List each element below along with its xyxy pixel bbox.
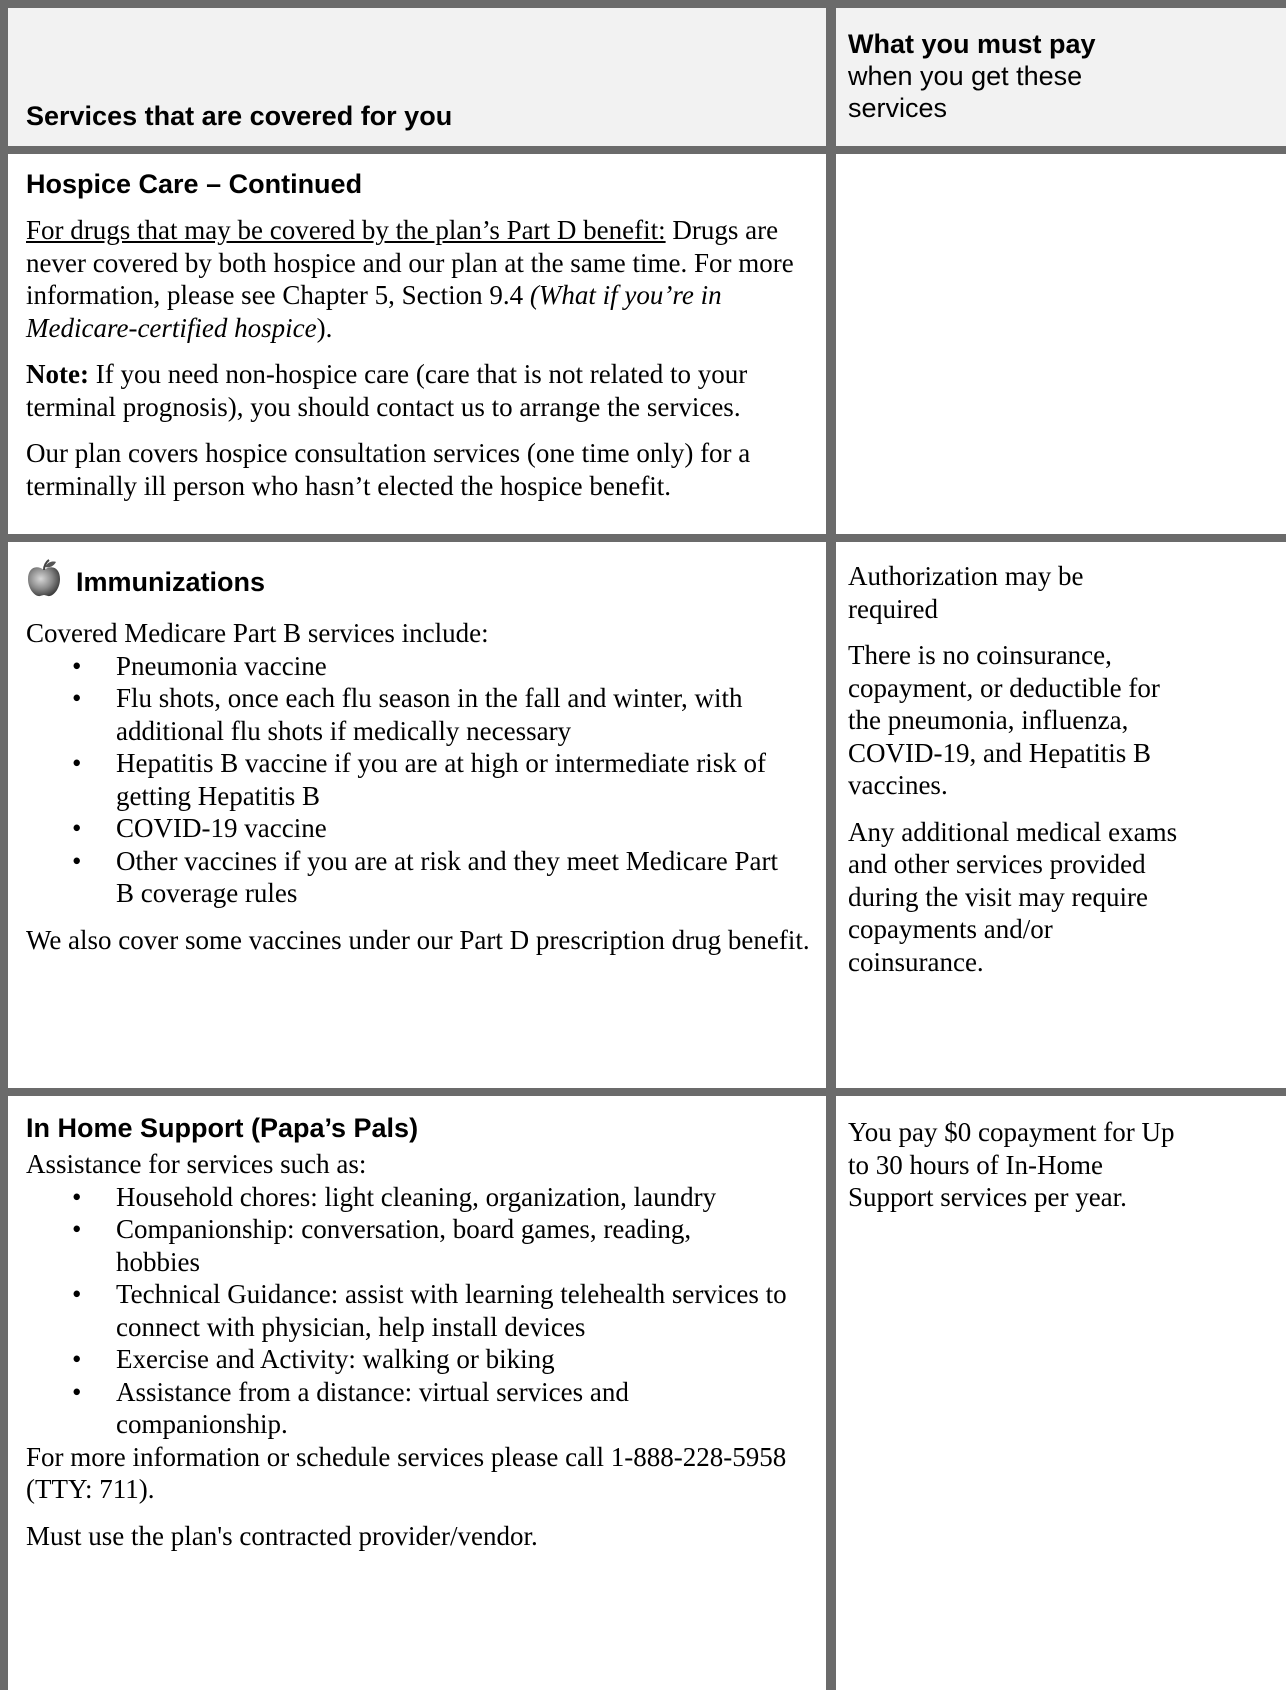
row-divider-immunizations <box>0 1088 1286 1096</box>
hospice-paragraph-note <box>26 358 822 423</box>
list-item: • Hepatitis B vaccine if you are at high or intermediate risk of getting Hepatitis B <box>72 748 767 811</box>
bullet: • <box>72 1376 82 1407</box>
list-item: • Flu shots, once each flu season in the fall and winter, with additional flu shots if medically necessary <box>72 683 743 746</box>
list-item: • COVID-19 vaccine <box>72 813 327 843</box>
in-home-pay-text: You pay $0 copayment for Up to 30 hours of In-Home Support services per year. <box>848 1117 1175 1212</box>
bullet: • <box>72 1344 82 1374</box>
list-item: • Technical Guidance: assist with learning telehealth services to connect with physician, help install devices <box>72 1279 787 1342</box>
in-home-intro: Assistance for services such as: <box>26 1149 367 1179</box>
header-pay-cell <box>848 28 1278 138</box>
header-services-label: Services that are covered for you <box>26 101 453 131</box>
immunizations-pay-cell <box>848 560 1178 992</box>
list-item: • Assistance from a distance: virtual services and companionship. <box>72 1376 629 1439</box>
bullet: • <box>72 813 82 843</box>
header-pay-bold: What you must pay <box>848 29 1096 59</box>
apple-icon <box>26 558 62 605</box>
bullet: • <box>72 845 82 876</box>
column-divider <box>826 8 836 1690</box>
list-item: • Pneumonia vaccine <box>72 650 327 681</box>
bullet: • <box>72 1214 82 1244</box>
hospice-note-bold: Note: <box>26 359 89 389</box>
immunizations-title-row <box>26 558 826 605</box>
in-home-services-cell <box>26 1112 826 1566</box>
list-item: • Companionship: conversation, board games, reading, hobbies <box>72 1214 692 1277</box>
bullet: • <box>72 683 82 713</box>
hospice-drugs-text: Drugs are never covered by both hospice and our plan at the same time. For more information, please see Chapter 5, Section 9.4 <box>26 215 794 310</box>
immunizations-services-cell <box>26 558 826 970</box>
immunizations-list <box>26 650 796 910</box>
bullet: • <box>72 1181 82 1212</box>
bullet: • <box>72 650 82 681</box>
in-home-title: In Home Support (Papa’s Pals) <box>26 1113 419 1143</box>
hospice-title: Hospice Care – Continued <box>26 169 363 199</box>
immunizations-pay-nocost: There is no coinsurance, copayment, or deductible for the pneumonia, influenza, COVID-19, and Hepatitis B vaccines. <box>848 640 1160 800</box>
list-item: • Exercise and Activity: walking or biking <box>72 1344 555 1374</box>
bullet: • <box>72 1279 82 1309</box>
immunizations-outro: We also cover some vaccines under our Part D prescription drug benefit. <box>26 924 810 955</box>
header-services-cell <box>26 8 816 146</box>
in-home-pay-cell <box>848 1116 1188 1228</box>
list-item: • Other vaccines if you are at risk and they meet Medicare Part B coverage rules <box>72 845 778 908</box>
bullet: • <box>72 748 82 778</box>
list-item: • Household chores: light cleaning, organization, laundry <box>72 1181 717 1212</box>
header-pay-rest: when you get these services <box>848 61 1083 123</box>
hospice-note-text: If you need non-hospice care (care that is not related to your terminal prognosis), you should contact us to arrange the services. <box>26 359 748 422</box>
hospice-paragraph-consult: Our plan covers hospice consultation services (one time only) for a terminally ill person who hasn’t elected the hospice benefit. <box>26 438 751 501</box>
immunizations-title: Immunizations <box>76 566 266 597</box>
hospice-drugs-underlined: For drugs that may be covered by the plan’s Part D benefit: <box>26 215 666 245</box>
immunizations-intro: Covered Medicare Part B services include: <box>26 618 489 648</box>
table-left-border <box>0 0 8 1690</box>
table-top-border <box>0 0 1286 8</box>
hospice-drugs-italic: (What if you’re in Medicare-certified hospice <box>26 280 722 343</box>
immunizations-pay-auth: Authorization may be required <box>848 561 1084 624</box>
header-divider <box>0 146 1286 154</box>
in-home-call: For more information or schedule services please call 1-888-228-5958 (TTY: 711). <box>26 1441 787 1504</box>
row-divider-hospice <box>0 534 1286 542</box>
in-home-list <box>26 1181 796 1441</box>
hospice-services-cell <box>26 168 826 516</box>
immunizations-pay-additional: Any additional medical exams and other services provided during the visit may require copayments and/or coinsurance. <box>848 816 1178 977</box>
hospice-paragraph-drugs <box>26 214 822 344</box>
hospice-drugs-end: ). <box>316 312 333 343</box>
in-home-vendor: Must use the plan's contracted provider/vendor. <box>26 1520 538 1551</box>
